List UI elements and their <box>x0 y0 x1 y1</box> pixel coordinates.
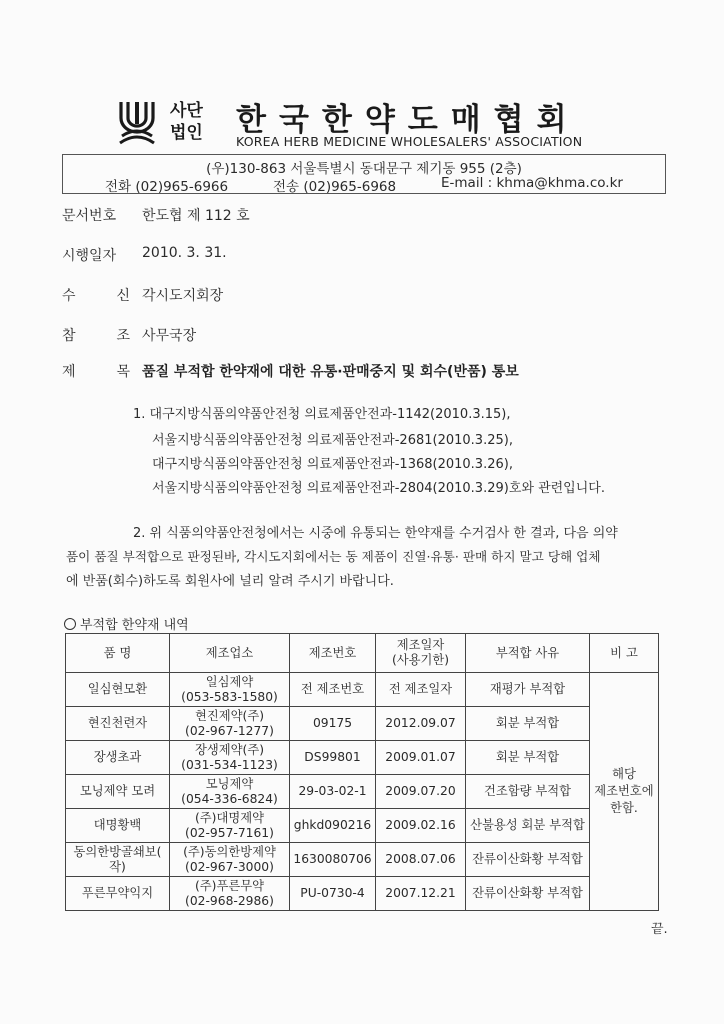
header-product: 품 명 <box>66 634 170 673</box>
para1-line2: 서울지방식품의약품안전청 의료제품안전과-2681(2010.3.25), <box>152 433 513 448</box>
cell-product <box>66 707 170 741</box>
subject-label-char2: 목 <box>116 364 130 380</box>
issue-date: 2010. 3. 31. <box>142 245 227 261</box>
doc-number-label: 문서번호 <box>62 208 117 224</box>
cell-lot: DS99801 <box>290 741 376 775</box>
remark-line3: 한함. <box>610 801 638 815</box>
table-row <box>66 809 659 843</box>
cell-date: 2009.01.07 <box>376 741 466 775</box>
manufacturer-phone: (02-968-2986) <box>185 893 274 908</box>
manufacturer-name: (주)대명제약 <box>195 810 264 825</box>
recipient-label <box>62 285 130 305</box>
section-title <box>64 614 189 633</box>
manufacturer-name: 모닝제약 <box>205 776 254 791</box>
cell-date: 전 제조일자 <box>376 673 466 707</box>
contact-info-box <box>62 154 666 194</box>
address: (우)130-863 서울특별시 동대문구 제기동 955 (2층) <box>206 161 522 177</box>
manufacturer-phone: (054-336-6824) <box>181 791 278 806</box>
product-name: 현진천련자 <box>87 716 148 730</box>
cell-reason: 건조함량 부적합 <box>466 775 590 809</box>
cell-date: 2007.12.21 <box>376 877 466 911</box>
manufacturer-name: 일심제약 <box>205 674 254 689</box>
product-name: 장생초과 <box>93 750 142 764</box>
para2-line1: 2. 위 식품의약품안전청에서는 시중에 유통되는 한약재를 수거검사 한 결과, 다음 의약 <box>133 526 618 541</box>
cell-lot: 09175 <box>290 707 376 741</box>
para2-line2: 품이 품질 부적합으로 판정된바, 각시도지회에서는 동 제품이 진열·유통· 판매 하지 말고 당해 업체 <box>66 549 601 564</box>
cell-reason: 산불용성 회분 부적합 <box>466 809 590 843</box>
product-name: 일심현모환 <box>87 682 148 696</box>
manufacturer-name: 장생제약(주) <box>195 742 264 757</box>
header-manufacturer: 제조업소 <box>170 634 290 673</box>
recipient-label-char1: 수 <box>62 288 76 304</box>
manufacturer-phone: (053-583-1580) <box>181 689 278 704</box>
product-name: 모닝제약 모려 <box>79 784 156 798</box>
manufacturer-name: 현진제약(주) <box>195 708 264 723</box>
header-date-line1: 제조일자 <box>396 638 445 652</box>
cell-manufacturer <box>170 707 290 741</box>
header-reason: 부적합 사유 <box>466 634 590 673</box>
subject-label <box>62 361 130 381</box>
manufacturer-phone: (02-967-3000) <box>185 859 274 874</box>
cell-manufacturer <box>170 843 290 877</box>
organization-name-english: KOREA HERB MEDICINE WHOLESALERS' ASSOCIATION <box>236 134 583 149</box>
cell-lot: 29-03-02-1 <box>290 775 376 809</box>
product-name: 대명황백 <box>93 818 142 832</box>
table-row <box>66 843 659 877</box>
cell-reason: 잔류이산화황 부적합 <box>466 877 590 911</box>
header-date <box>376 634 466 673</box>
email-address: E-mail : khma@khma.co.kr <box>441 175 623 191</box>
corp-type-line2: 법인 <box>170 123 203 143</box>
product-name-line1: 동의한방골쇄보( <box>73 844 162 859</box>
cell-lot: 전 제조번호 <box>290 673 376 707</box>
reference-label-char2: 조 <box>116 328 130 344</box>
cell-product <box>66 741 170 775</box>
table-row <box>66 707 659 741</box>
manufacturer-phone: (031-534-1123) <box>181 757 278 772</box>
manufacturer-name: (주)동의한방제약 <box>183 844 276 859</box>
cell-manufacturer <box>170 673 290 707</box>
product-name: 푸른무약익지 <box>81 886 154 900</box>
table-row <box>66 673 659 707</box>
cell-date: 2009.07.20 <box>376 775 466 809</box>
reference-label-char1: 참 <box>62 328 76 344</box>
para1-line3: 대구지방식품의약품안전청 의료제품안전과-1368(2010.3.26), <box>152 457 513 472</box>
header-lot: 제조번호 <box>290 634 376 673</box>
header-date-line2: (사용기한) <box>391 653 450 667</box>
cell-reason: 잔류이산화황 부적합 <box>466 843 590 877</box>
cell-manufacturer <box>170 809 290 843</box>
table-row <box>66 877 659 911</box>
cell-reason: 회분 부적합 <box>466 741 590 775</box>
cell-remark <box>590 673 659 911</box>
table-header-row <box>66 634 659 673</box>
cell-product <box>66 843 170 877</box>
recipient-label-char2: 신 <box>116 288 130 304</box>
para2-line3: 에 반품(회수)하도록 회원사에 널리 알려 주시기 바랍니다. <box>66 574 394 589</box>
product-name-line2: 작) <box>109 859 126 874</box>
remark-line2: 제조번호에 <box>594 784 654 798</box>
doc-number: 한도협 제 112 호 <box>142 208 250 224</box>
cell-manufacturer <box>170 741 290 775</box>
cell-lot: 1630080706 <box>290 843 376 877</box>
cell-product <box>66 877 170 911</box>
cell-reason: 재평가 부적합 <box>466 673 590 707</box>
nonconforming-items-table <box>65 633 659 911</box>
association-logo-icon <box>118 100 156 146</box>
para1-line1: 1. 대구지방식품의약품안전청 의료제품안전과-1142(2010.3.15), <box>133 407 511 422</box>
cell-product <box>66 809 170 843</box>
phone-number: 전화 (02)965-6966 <box>105 179 229 195</box>
cell-product <box>66 775 170 809</box>
section-title-text: 부적합 한약재 내역 <box>80 618 189 633</box>
para1-line4: 서울지방식품의약품안전청 의료제품안전과-2804(2010.3.29)호와 관련입니다. <box>152 481 605 496</box>
cell-date: 2012.09.07 <box>376 707 466 741</box>
manufacturer-name: (주)푸른무약 <box>195 878 264 893</box>
cell-lot: ghkd090216 <box>290 809 376 843</box>
reference: 사무국장 <box>142 328 197 344</box>
recipient: 각시도지회장 <box>142 288 224 304</box>
organization-name-korean: 한국한약도매협회 <box>236 102 580 138</box>
corporation-type <box>170 100 218 144</box>
cell-reason: 회분 부적합 <box>466 707 590 741</box>
remark-line1: 해당 <box>612 767 636 781</box>
table-row <box>66 775 659 809</box>
cell-lot: PU-0730-4 <box>290 877 376 911</box>
table-row <box>66 741 659 775</box>
cell-date: 2008.07.06 <box>376 843 466 877</box>
header-remark: 비 고 <box>590 634 659 673</box>
cell-product <box>66 673 170 707</box>
reference-label <box>62 325 130 345</box>
manufacturer-phone: (02-957-7161) <box>185 825 274 840</box>
cell-manufacturer <box>170 877 290 911</box>
fax-number: 전송 (02)965-6968 <box>273 179 397 195</box>
end-mark: 끝. <box>651 922 668 937</box>
subject-label-char1: 제 <box>62 364 76 380</box>
corp-type-line1: 사단 <box>170 101 203 121</box>
cell-date: 2009.02.16 <box>376 809 466 843</box>
date-label: 시행일자 <box>62 248 117 264</box>
manufacturer-phone: (02-967-1277) <box>185 723 274 738</box>
cell-manufacturer <box>170 775 290 809</box>
subject: 품질 부적합 한약재에 대한 유통·판매중지 및 회수(반품) 통보 <box>142 364 519 380</box>
circle-bullet-icon <box>64 618 76 630</box>
